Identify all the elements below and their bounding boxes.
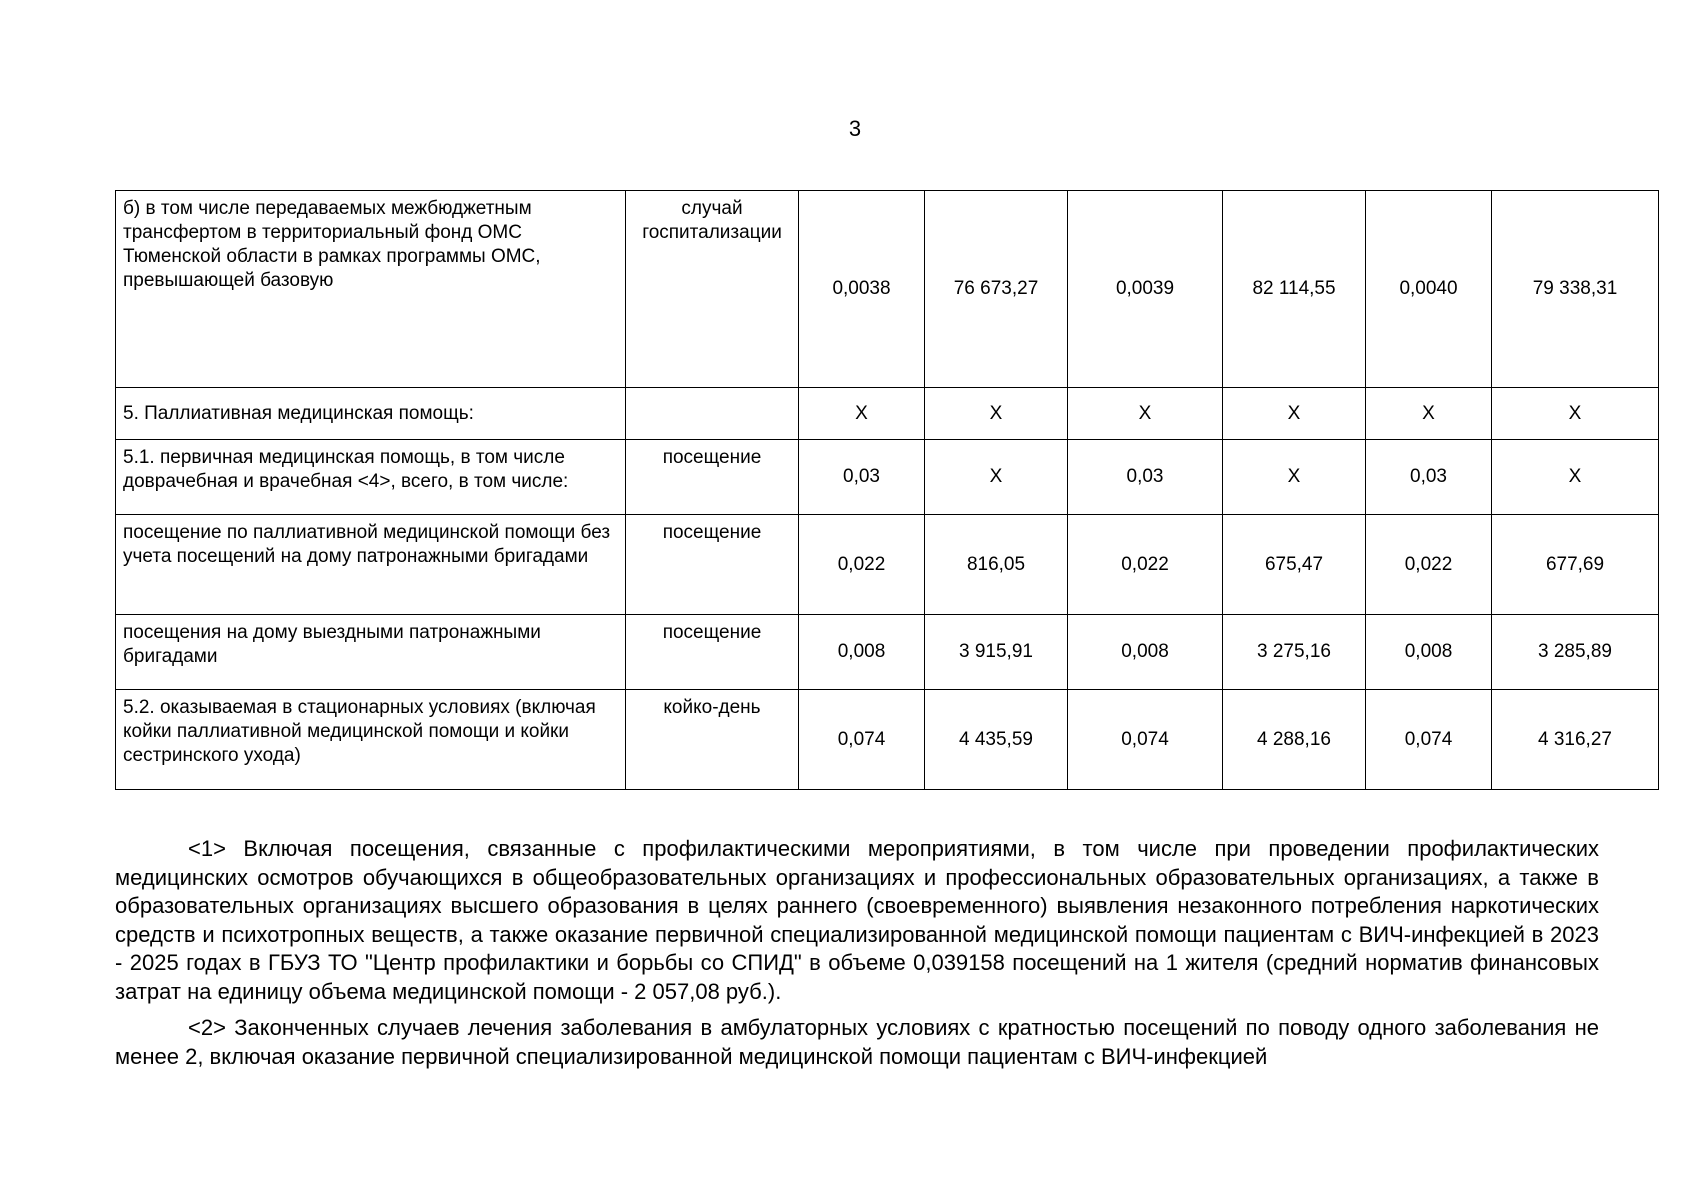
value-cell: X bbox=[1223, 388, 1366, 440]
table-row bbox=[116, 515, 1659, 615]
value-cell: 82 114,55 bbox=[1223, 191, 1366, 388]
row-unit bbox=[626, 388, 799, 440]
row-label: б) в том числе передаваемых межбюджетным трансфертом в территориальный фонд ОМС Тюменской области в рамках программы ОМС, превышающей базовую bbox=[116, 191, 626, 388]
value-cell: X bbox=[925, 440, 1068, 515]
row-unit: случай госпитализации bbox=[626, 191, 799, 388]
row-label: 5. Паллиативная медицинская помощь: bbox=[116, 388, 626, 440]
table-row bbox=[116, 615, 1659, 690]
value-cell: 0,0040 bbox=[1366, 191, 1492, 388]
row-label: 5.1. первичная медицинская помощь, в том числе доврачебная и врачебная <4>, всего, в том числе: bbox=[116, 440, 626, 515]
footnote-1: <1> Включая посещения, связанные с профилактическими мероприятиями, в том числе при проведении профилактических медицинских осмотров обучающихся в общеобразовательных организациях и профессиональных образовательных организациях, а также в образовательных организациях высшего образования в целях раннего (своевременного) выявления незаконного потребления наркотических средств и психотропных веществ, а также оказание первичной специализированной медицинской помощи пациентам с ВИЧ-инфекцией в 2023 - 2025 годах в ГБУЗ ТО "Центр профилактики и борьбы со СПИД" в объеме 0,039158 посещений на 1 жителя (средний норматив финансовых затрат на единицу объема медицинской помощи - 2 057,08 руб.). bbox=[115, 836, 1599, 1004]
value-cell: 3 285,89 bbox=[1492, 615, 1659, 690]
page-number: 3 bbox=[848, 116, 862, 141]
value-cell: 0,008 bbox=[1366, 615, 1492, 690]
table-row bbox=[116, 440, 1659, 515]
table-row bbox=[116, 191, 1659, 388]
table-row bbox=[116, 388, 1659, 440]
value-cell: 0,022 bbox=[1068, 515, 1223, 615]
value-cell: 0,074 bbox=[799, 690, 925, 790]
row-label: посещение по паллиативной медицинской помощи без учета посещений на дому патронажными бригадами bbox=[116, 515, 626, 615]
value-cell: 675,47 bbox=[1223, 515, 1366, 615]
value-cell: X bbox=[1492, 440, 1659, 515]
norms-table bbox=[115, 190, 1659, 790]
value-cell: 0,03 bbox=[1068, 440, 1223, 515]
value-cell: 0,03 bbox=[799, 440, 925, 515]
value-cell: 816,05 bbox=[925, 515, 1068, 615]
value-cell: 0,0038 bbox=[799, 191, 925, 388]
row-unit: посещение bbox=[626, 440, 799, 515]
value-cell: 0,022 bbox=[1366, 515, 1492, 615]
value-cell: 0,022 bbox=[799, 515, 925, 615]
value-cell: X bbox=[799, 388, 925, 440]
value-cell: 0,008 bbox=[799, 615, 925, 690]
value-cell: 4 316,27 bbox=[1492, 690, 1659, 790]
row-unit: посещение bbox=[626, 615, 799, 690]
value-cell: 0,0039 bbox=[1068, 191, 1223, 388]
value-cell: X bbox=[925, 388, 1068, 440]
value-cell: X bbox=[1492, 388, 1659, 440]
value-cell: 4 288,16 bbox=[1223, 690, 1366, 790]
value-cell: 0,074 bbox=[1068, 690, 1223, 790]
value-cell: 0,03 bbox=[1366, 440, 1492, 515]
value-cell: 677,69 bbox=[1492, 515, 1659, 615]
row-label: посещения на дому выездными патронажными бригадами bbox=[116, 615, 626, 690]
value-cell: 0,074 bbox=[1366, 690, 1492, 790]
value-cell: X bbox=[1366, 388, 1492, 440]
footnotes bbox=[115, 835, 1599, 1079]
value-cell: 76 673,27 bbox=[925, 191, 1068, 388]
value-cell: X bbox=[1223, 440, 1366, 515]
value-cell: 0,008 bbox=[1068, 615, 1223, 690]
table-row bbox=[116, 690, 1659, 790]
row-unit: посещение bbox=[626, 515, 799, 615]
value-cell: 3 275,16 bbox=[1223, 615, 1366, 690]
row-label: 5.2. оказываемая в стационарных условиях (включая койки паллиативной медицинской помощи и койки сестринского ухода) bbox=[116, 690, 626, 790]
value-cell: 4 435,59 bbox=[925, 690, 1068, 790]
footnote-2: <2> Законченных случаев лечения заболевания в амбулаторных условиях с кратностью посещений по поводу одного заболевания не менее 2, включая оказание первичной специализированной медицинской помощи пациентам с ВИЧ-инфекцией bbox=[115, 1015, 1599, 1069]
value-cell: 3 915,91 bbox=[925, 615, 1068, 690]
row-unit: койко-день bbox=[626, 690, 799, 790]
value-cell: X bbox=[1068, 388, 1223, 440]
value-cell: 79 338,31 bbox=[1492, 191, 1659, 388]
